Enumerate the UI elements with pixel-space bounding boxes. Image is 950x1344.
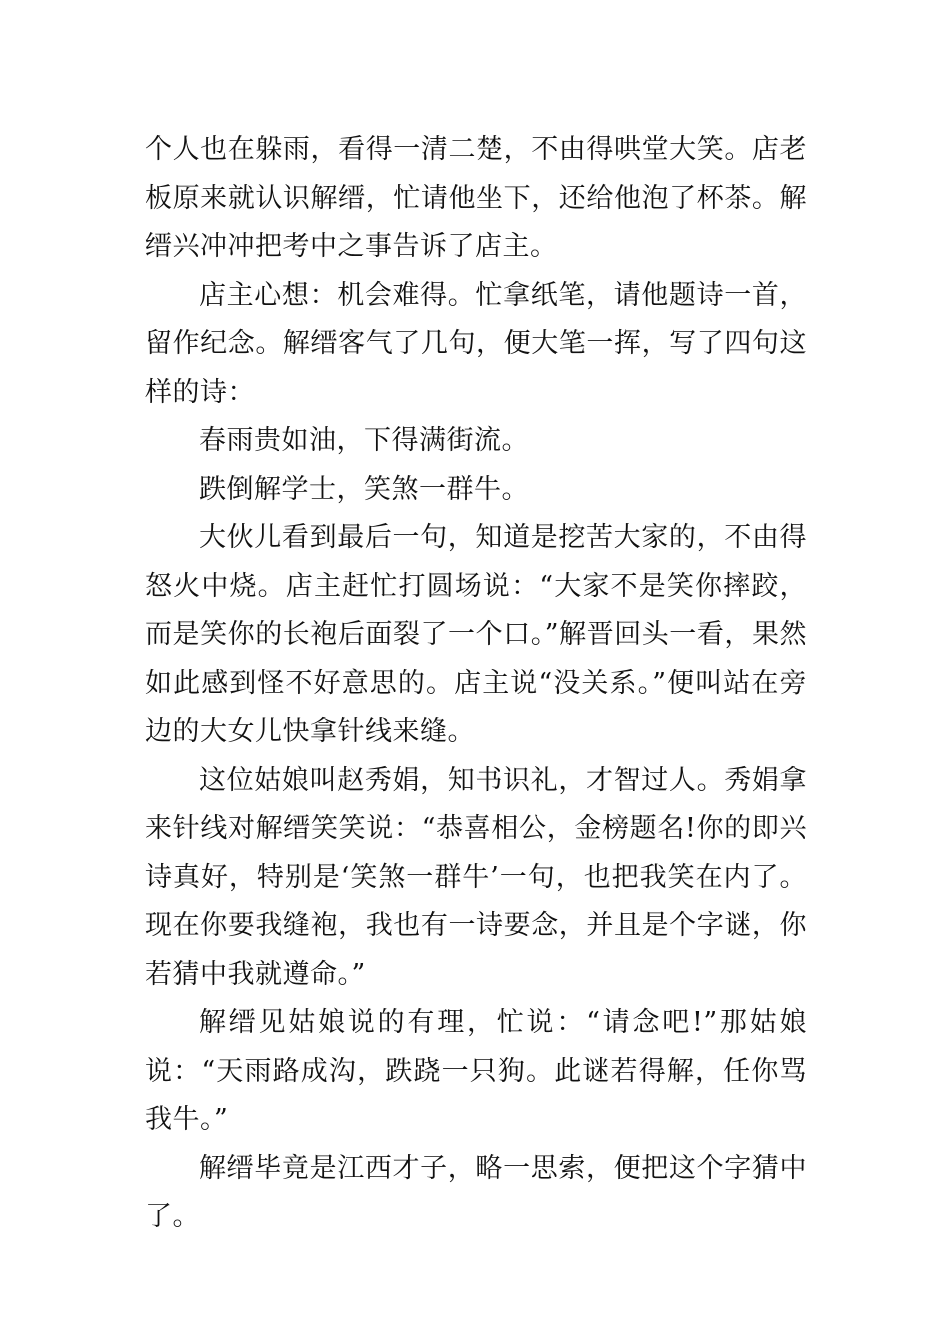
poem-line: 跌倒解学士，笑煞一群牛。 xyxy=(199,473,529,505)
poem-line: 春雨贵如油，下得满街流。 xyxy=(199,425,529,456)
paragraph: 这位姑娘叫赵秀娟，知书识礼，才智过人。秀娟拿来针线对解缙笑笑说：“恭喜相公，金榜题名!你的即兴诗真好，特别是‘笑煞一群牛’一句，也把我笑在内了。现在你要我缝袍，我也有一诗要念，并且是个字谜，你若猜中我就遵命。” xyxy=(145,764,807,990)
paragraph: 解缙见姑娘说的有理，忙说：“请念吧!”那姑娘说：“天雨路成沟，跌跷一只狗。此谜若得解，任你骂我牛。” xyxy=(145,1007,807,1135)
paragraph: 大伙儿看到最后一句，知道是挖苦大家的，不由得怒火中烧。店主赶忙打圆场说：“大家不是笑你摔跤，而是笑你的长袍后面裂了一个口。”解晋回头一看，果然如此感到怪不好意思的。店主说“没关系。”便叫站在旁边的大女儿快拿针线来缝。 xyxy=(145,522,807,747)
paragraph: 解缙毕竟是江西才子，略一思索，便把这个字猜中了。 xyxy=(145,1152,807,1232)
paragraph-continued: 个人也在躲雨，看得一清二楚，不由得哄堂大笑。店老板原来就认识解缙，忙请他坐下，还给他泡了杯茶。解缙兴冲冲把考中之事告诉了店主。 xyxy=(145,134,807,262)
paragraph: 店主心想：机会难得。忙拿纸笔，请他题诗一首，留作纪念。解缙客气了几句，便大笔一挥，写了四句这样的诗： xyxy=(145,279,807,408)
document-page xyxy=(145,126,807,1242)
